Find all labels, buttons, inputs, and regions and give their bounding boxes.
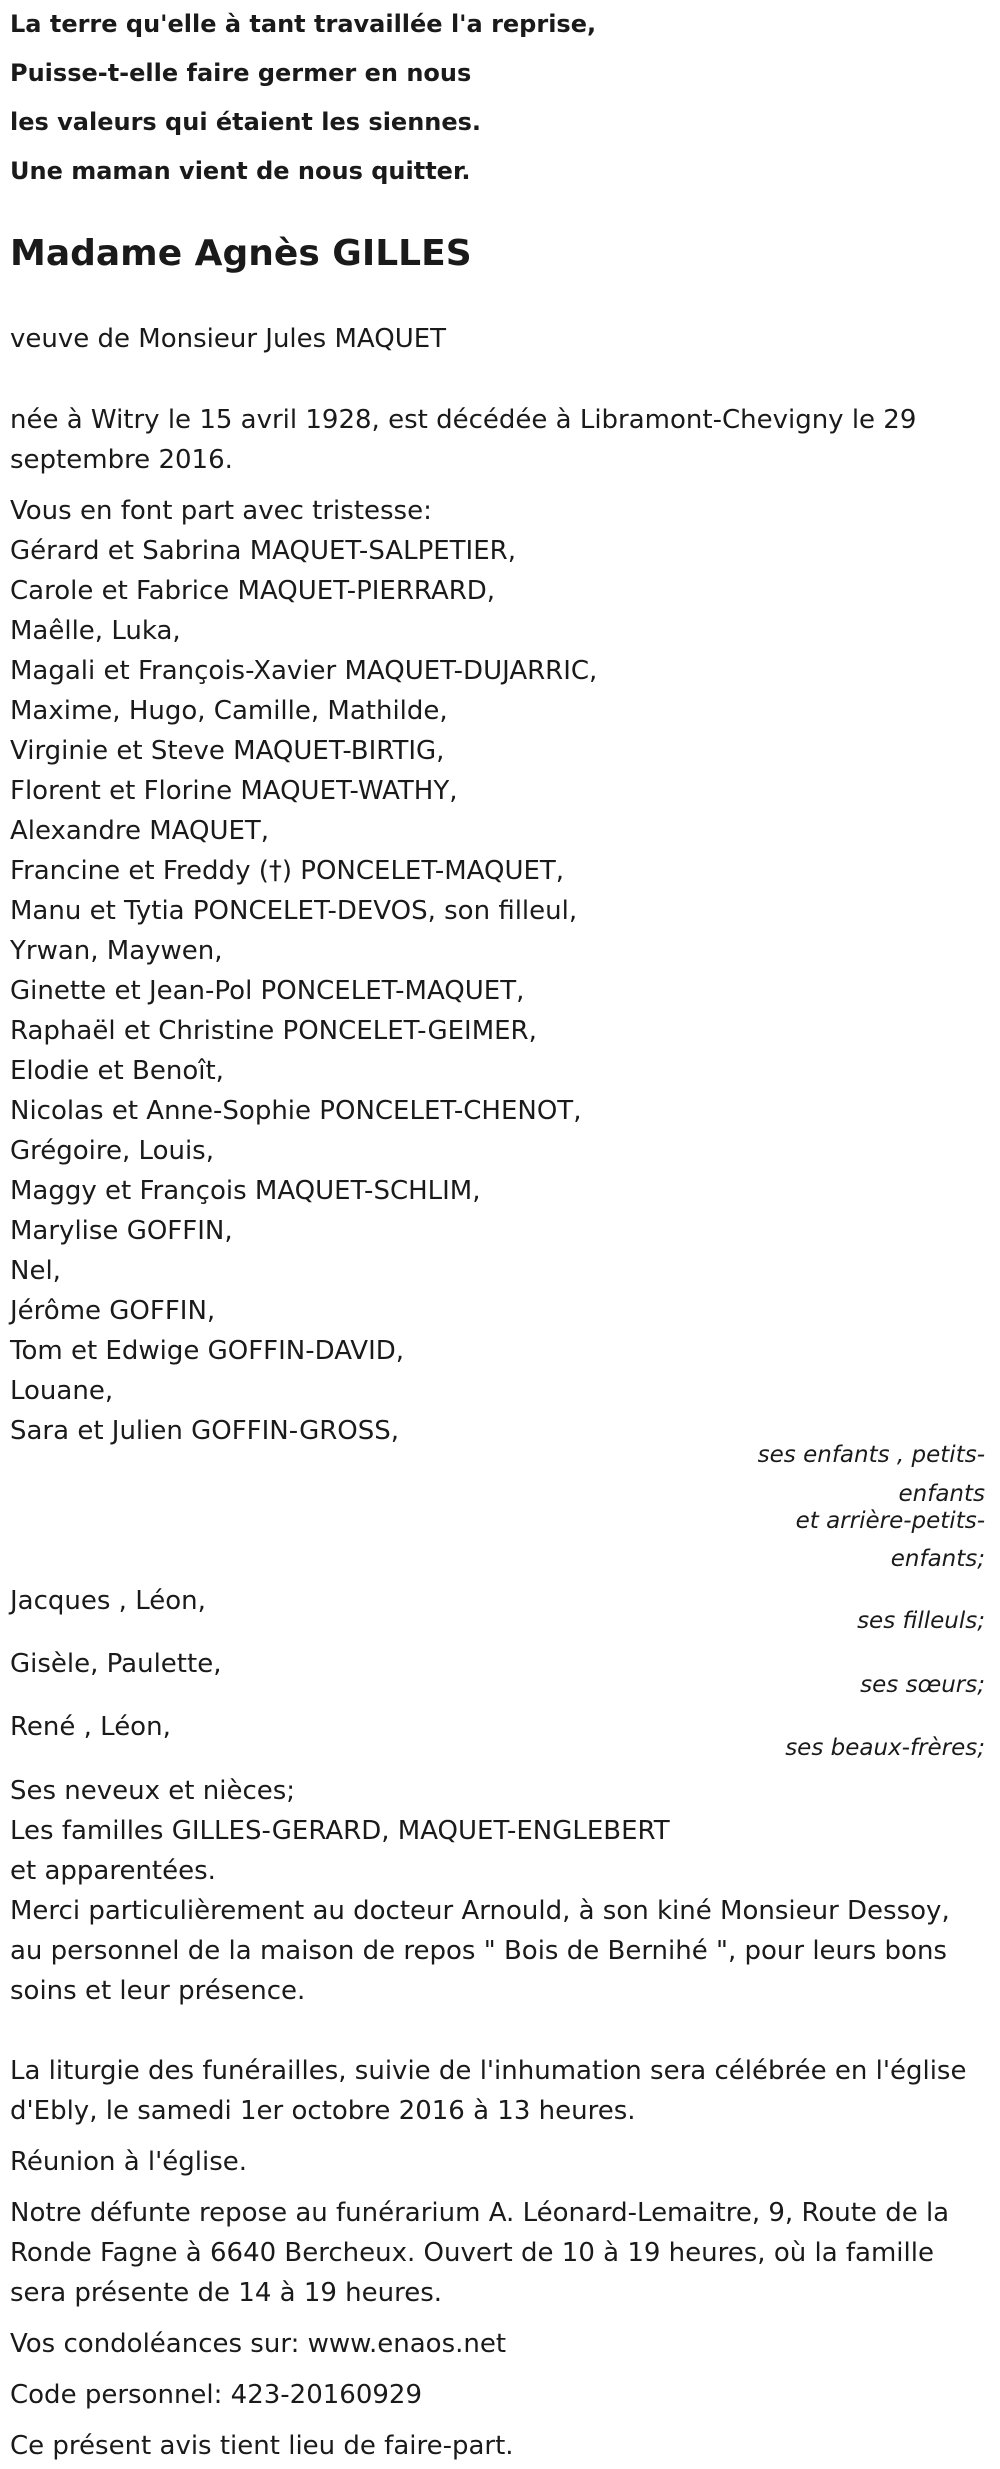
poem-line: Une maman vient de nous quitter.	[10, 157, 471, 185]
others-line: et apparentées.	[10, 1856, 216, 1886]
role-godchildren: ses filleuls;	[857, 1608, 985, 1634]
family-line: Nel,	[10, 1256, 61, 1286]
widow-of: veuve de Monsieur Jules MAQUET	[10, 324, 447, 354]
announcement-intro: Vous en font part avec tristesse:	[10, 496, 432, 526]
funeral-line: d'Ebly, le samedi 1er octobre 2016 à 13 heures.	[10, 2096, 636, 2126]
birth-death-line: septembre 2016.	[10, 445, 233, 475]
brothers-in-law-names: René , Léon,	[10, 1712, 171, 1742]
birth-death-line: née à Witry le 15 avril 1928, est décédée à Libramont-Chevigny le 29	[10, 405, 917, 435]
role-children: et arrière-petits-	[795, 1508, 985, 1534]
family-line: Raphaël et Christine PONCELET-GEIMER,	[10, 1016, 537, 1046]
family-line: Ginette et Jean-Pol PONCELET-MAQUET,	[10, 976, 525, 1006]
family-line: Sara et Julien GOFFIN-GROSS,	[10, 1416, 400, 1446]
family-line: Florent et Florine MAQUET-WATHY,	[10, 776, 458, 806]
repose-line: Notre défunte repose au funérarium A. Léonard-Lemaitre, 9, Route de la	[10, 2198, 950, 2228]
family-line: Gérard et Sabrina MAQUET-SALPETIER,	[10, 536, 516, 566]
family-line: Elodie et Benoît,	[10, 1056, 224, 1086]
closing-note: Ce présent avis tient lieu de faire-part.	[10, 2431, 514, 2461]
godchildren-names: Jacques , Léon,	[10, 1586, 206, 1616]
family-line: Tom et Edwige GOFFIN-DAVID,	[10, 1336, 405, 1366]
family-line: Virginie et Steve MAQUET-BIRTIG,	[10, 736, 445, 766]
family-line: Louane,	[10, 1376, 114, 1406]
personal-code: Code personnel: 423-20160929	[10, 2380, 423, 2410]
repose-line: Ronde Fagne à 6640 Bercheux. Ouvert de 10 à 19 heures, où la famille	[10, 2238, 934, 2268]
family-line: Carole et Fabrice MAQUET-PIERRARD,	[10, 576, 496, 606]
family-line: Manu et Tytia PONCELET-DEVOS, son filleul,	[10, 896, 578, 926]
family-line: Grégoire, Louis,	[10, 1136, 214, 1166]
sisters-names: Gisèle, Paulette,	[10, 1649, 222, 1679]
poem-line: Puisse-t-elle faire germer en nous	[10, 59, 472, 87]
poem-line: les valeurs qui étaient les siennes.	[10, 108, 482, 136]
repose-line: sera présente de 14 à 19 heures.	[10, 2278, 443, 2308]
role-brothers-in-law: ses beaux-frères;	[785, 1735, 985, 1761]
funeral-line: La liturgie des funérailles, suivie de l'inhumation sera célébrée en l'église	[10, 2056, 967, 2086]
family-line: Francine et Freddy (†) PONCELET-MAQUET,	[10, 856, 565, 886]
role-children: enfants;	[890, 1546, 985, 1572]
condolences: Vos condoléances sur: www.enaos.net	[10, 2329, 507, 2359]
family-line: Maêlle, Luka,	[10, 616, 181, 646]
family-line: Nicolas et Anne-Sophie PONCELET-CHENOT,	[10, 1096, 582, 1126]
family-line: Yrwan, Maywen,	[10, 936, 223, 966]
role-sisters: ses sœurs;	[860, 1672, 985, 1698]
role-children: ses enfants , petits-	[757, 1442, 985, 1468]
family-line: Jérôme GOFFIN,	[10, 1296, 216, 1326]
others-line: Les familles GILLES-GERARD, MAQUET-ENGLEBERT	[10, 1816, 670, 1846]
thanks-line: au personnel de la maison de repos " Bois de Bernihé ", pour leurs bons	[10, 1936, 947, 1966]
role-children: enfants	[898, 1481, 985, 1507]
others-line: Ses neveux et nièces;	[10, 1776, 296, 1806]
family-line: Magali et François-Xavier MAQUET-DUJARRIC,	[10, 656, 598, 686]
thanks-line: soins et leur présence.	[10, 1976, 306, 2006]
poem-line: La terre qu'elle à tant travaillée l'a reprise,	[10, 10, 597, 38]
family-line: Marylise GOFFIN,	[10, 1216, 233, 1246]
family-line: Maxime, Hugo, Camille, Mathilde,	[10, 696, 448, 726]
deceased-name: Madame Agnès GILLES	[10, 233, 472, 274]
family-line: Maggy et François MAQUET-SCHLIM,	[10, 1176, 481, 1206]
thanks-line: Merci particulièrement au docteur Arnould, à son kiné Monsieur Dessoy,	[10, 1896, 950, 1926]
family-line: Alexandre MAQUET,	[10, 816, 270, 846]
meeting: Réunion à l'église.	[10, 2147, 248, 2177]
